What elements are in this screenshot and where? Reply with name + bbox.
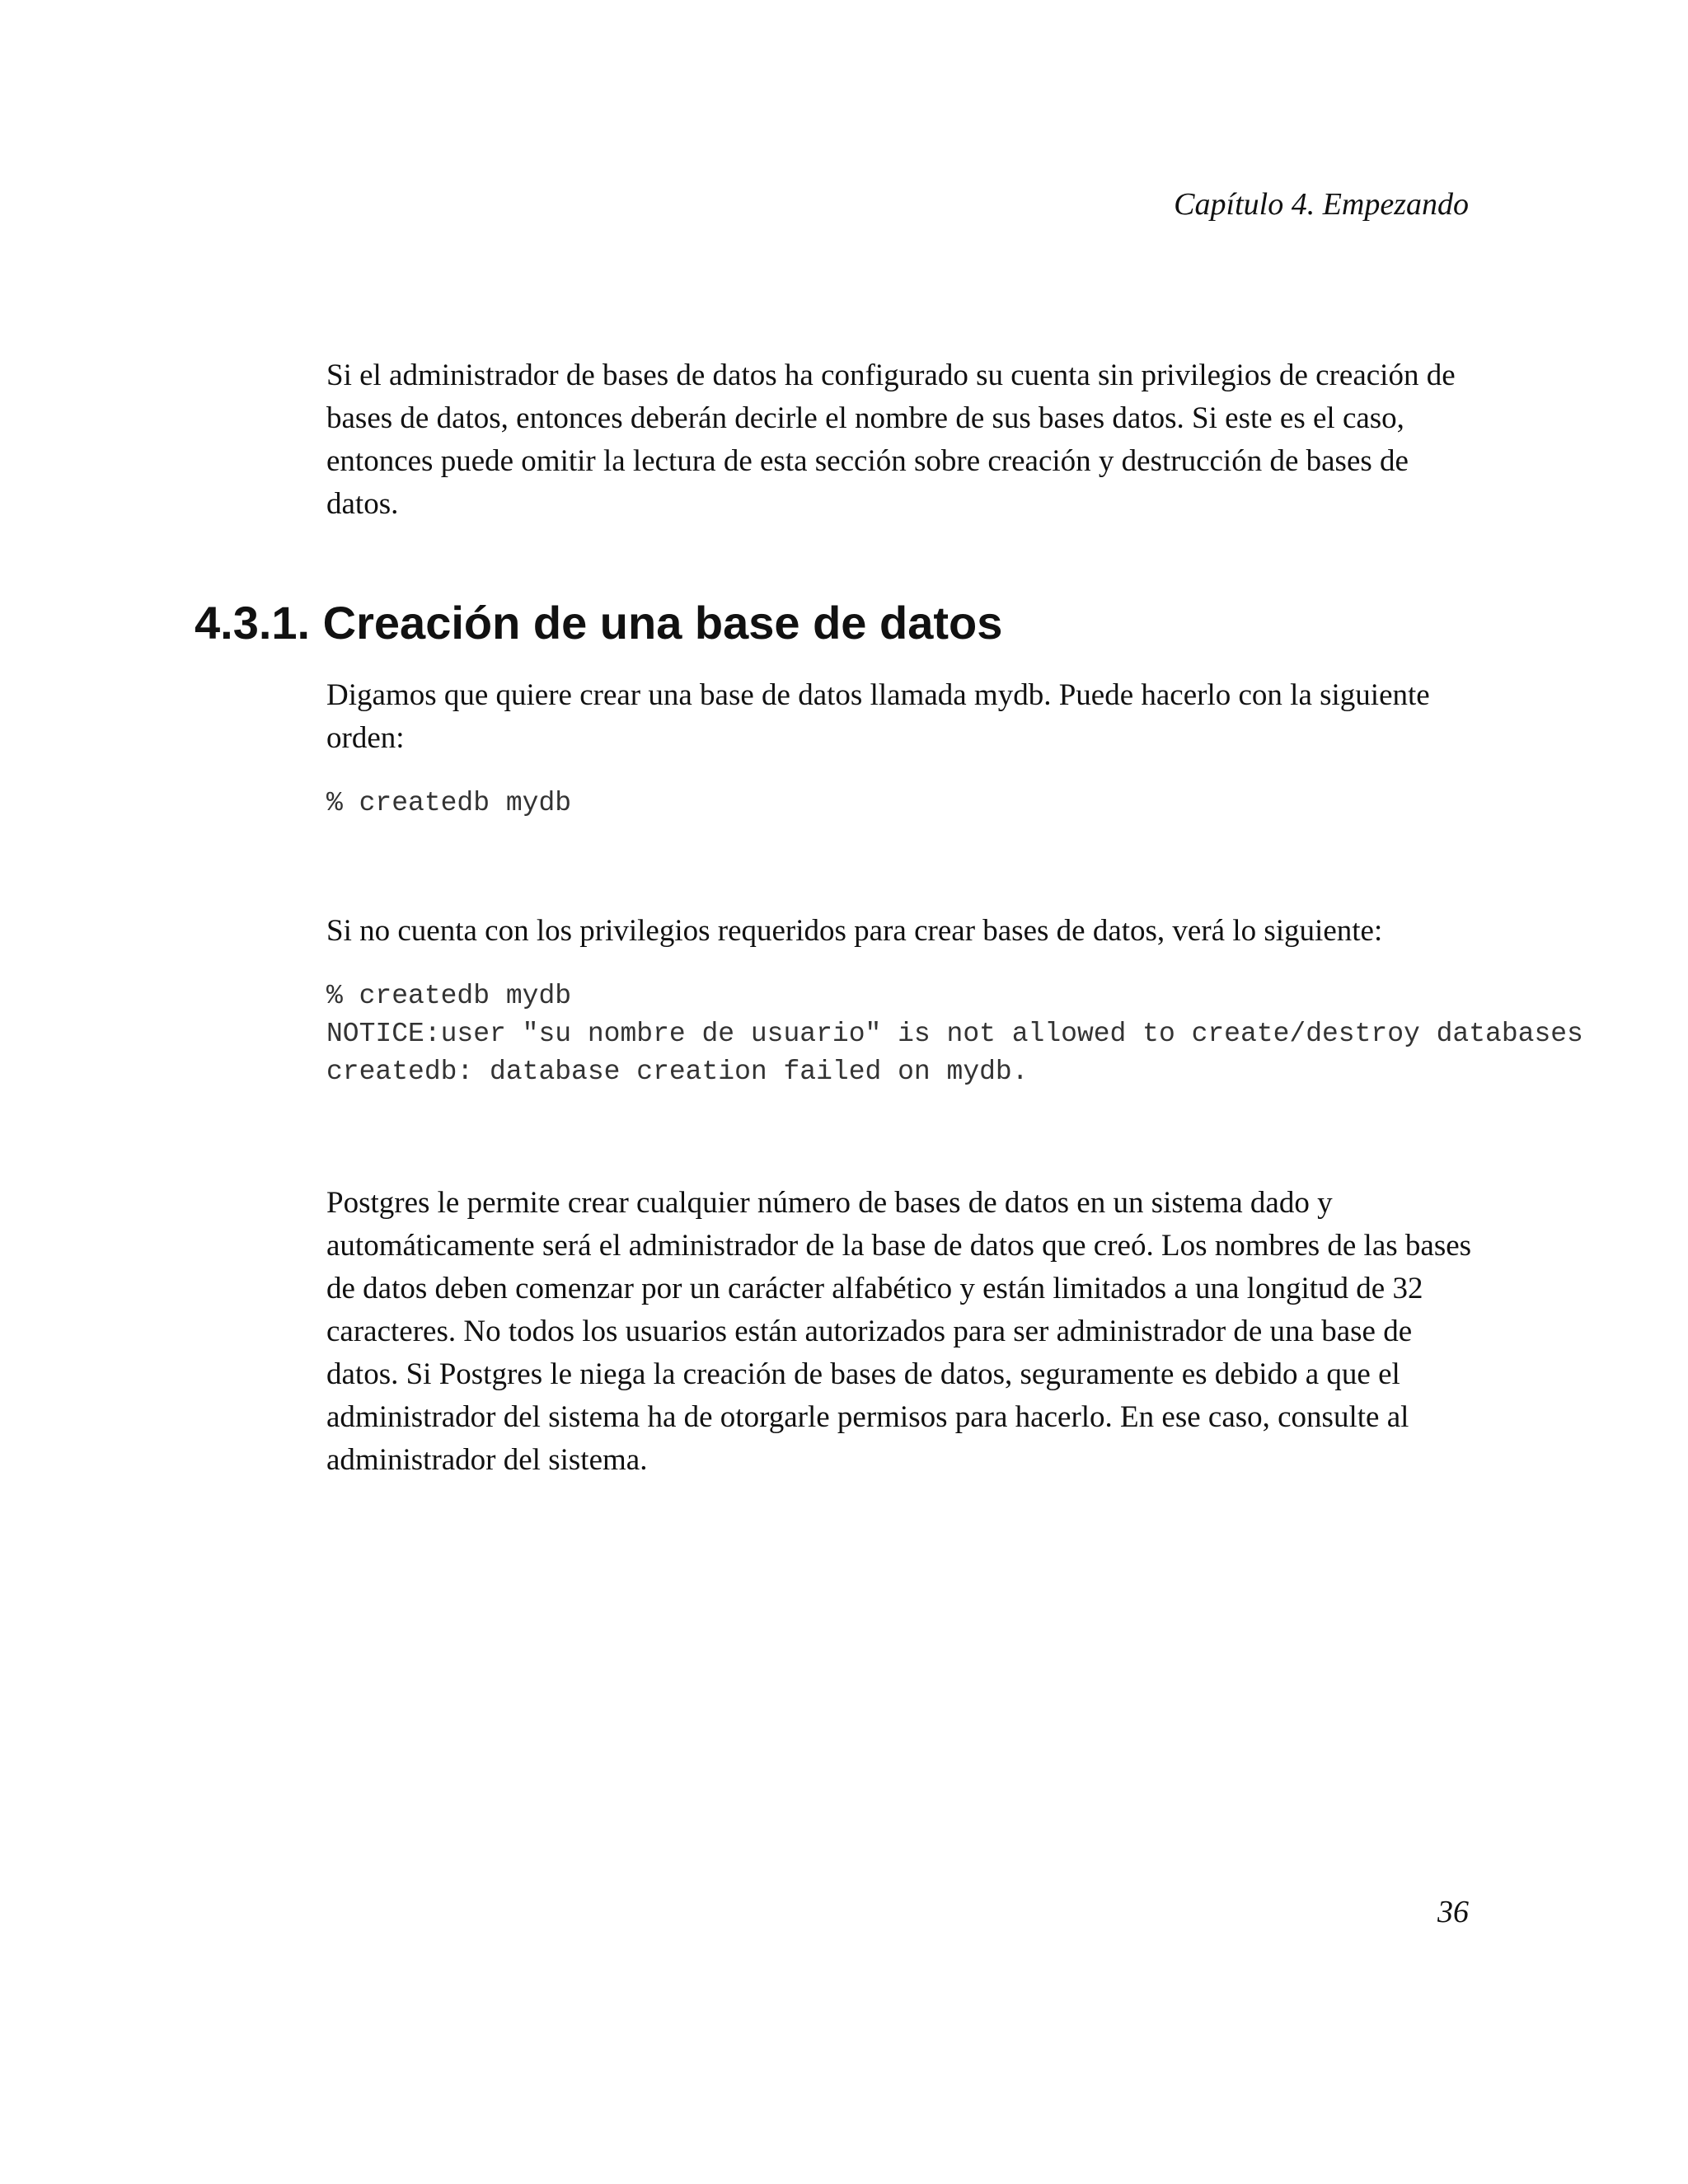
intro-section xyxy=(326,354,1480,526)
page-number: 36 xyxy=(1437,1895,1469,1929)
code-line: NOTICE:user "su nombre de usuario" is not allowed to create/destroy databases xyxy=(326,1019,1583,1049)
code-line: % createdb mydb xyxy=(326,788,572,818)
section-paragraph-2: Si no cuenta con los privilegios requeridos para crear bases de datos, verá lo siguiente: xyxy=(326,914,1383,948)
intro-paragraph: Si el administrador de bases de datos ha configurado su cuenta sin privilegios de creación de bases de datos, entonces deberán decirle el nombre de sus bases datos. Si este es el caso, entonces puede omitir la lectura de esta sección sobre creación y destrucción de bases de datos. xyxy=(326,359,1456,521)
section-paragraph-3: Postgres le permite crear cualquier número de bases de datos en un sistema dado y automáticamente será el administrador de la base de datos que creó. Los nombres de las bases de datos deben comenzar por un carácter alfabético y están limitados a una longitud de 32 caracteres. No todos los usuarios están autorizados para ser administrador de una base de datos. Si Postgres le niega la creación de bases de datos, seguramente es debido a que el administrador del sistema ha de otorgarle permisos para hacerlo. En ese caso, consulte al administrador del sistema. xyxy=(326,1186,1472,1477)
code-block-createdb xyxy=(326,785,1670,823)
running-header: Capítulo 4. Empezando xyxy=(1174,187,1469,222)
section-heading: 4.3.1. Creación de una base de datos xyxy=(195,597,1003,649)
code-block-error xyxy=(326,977,1670,1091)
code-line: % createdb mydb xyxy=(326,981,572,1011)
section-paragraph-1: Digamos que quiere crear una base de datos llamada mydb. Puede hacerlo con la siguiente orden: xyxy=(326,678,1430,755)
section-body xyxy=(326,674,1583,1482)
code-line: createdb: database creation failed on mydb. xyxy=(326,1057,1029,1087)
